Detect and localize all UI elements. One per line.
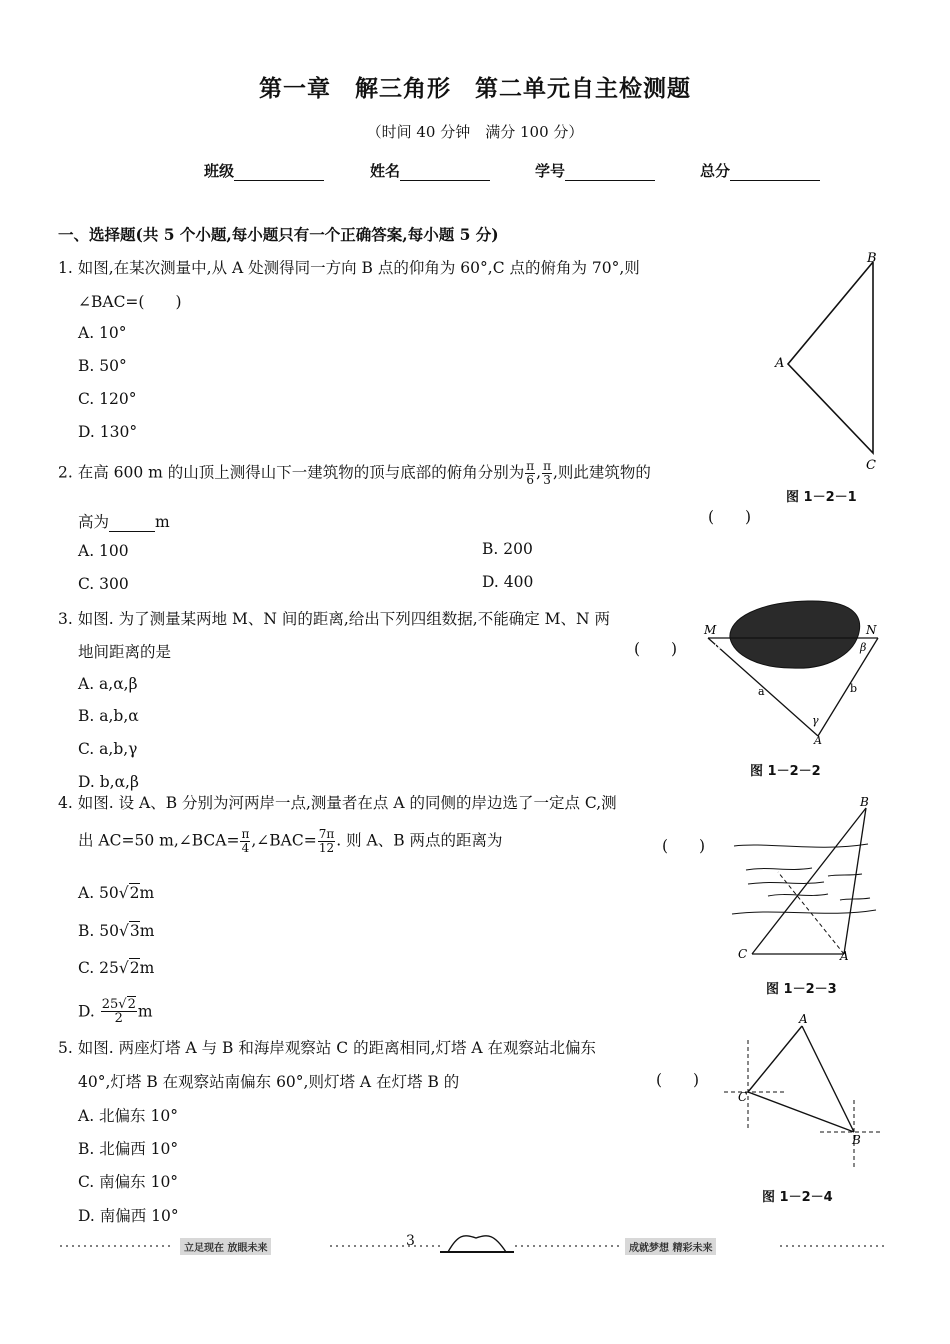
q4-fraction-7pi-12: $\frac{7\pi}{12}$ xyxy=(318,827,335,855)
page-title: 第一章 解三角形 第二单元自主检测题 xyxy=(259,75,691,102)
q4-stem-part-a: 出 AC=50 m,∠BCA= xyxy=(78,831,240,850)
fig2-label-beta: β xyxy=(860,641,867,654)
fig1-label-a: A xyxy=(775,356,785,371)
fig1-label-c: C xyxy=(866,458,876,473)
figure-1-2-1-caption: 图 1－2－1 xyxy=(786,490,857,505)
q3-option-d[interactable]: D. b,α,β xyxy=(78,773,139,791)
q1-stem-line1: 1. 如图,在某次测量中,从 A 处测得同一方向 B 点的仰角为 60°,C 点的俯角为 70°,则 xyxy=(58,259,640,277)
q2-height-label: 高为 xyxy=(78,513,110,531)
q3-stem-line1: 3. 如图. 为了测量某两地 M、N 间的距离,给出下列四组数据,不能确定 M、N 两 xyxy=(58,610,611,628)
fig2-label-n: N xyxy=(866,623,877,637)
q4-option-d[interactable]: D. $\frac{25√2}{2}$ m xyxy=(78,997,153,1026)
class-label: 班级 xyxy=(204,162,235,180)
open-book-icon xyxy=(448,1236,506,1252)
q3-answer-paren[interactable]: ( ) xyxy=(634,640,678,658)
total-score-label: 总分 xyxy=(700,162,731,180)
figure-1-2-2-caption: 图 1－2－2 xyxy=(750,764,821,779)
q1-option-a[interactable]: A. 10° xyxy=(78,324,127,342)
q3-option-b[interactable]: B. a,b,α xyxy=(78,707,139,725)
q5-option-a[interactable]: A. 北偏东 10° xyxy=(78,1107,178,1125)
q1-option-d[interactable]: D. 130° xyxy=(78,423,138,441)
q1-stem-line2: ∠BAC=( ) xyxy=(78,293,182,311)
q3-option-a[interactable]: A. a,α,β xyxy=(78,675,138,693)
total-score-field[interactable] xyxy=(700,160,820,181)
fig2-label-a-side: a xyxy=(758,685,765,698)
figure-1-2-4 xyxy=(720,1010,890,1175)
page-number: 3 xyxy=(406,1233,415,1249)
figure-1-2-2 xyxy=(700,596,890,746)
q1-option-b[interactable]: B. 50° xyxy=(78,357,127,375)
q2-unit: m xyxy=(155,513,170,531)
fig4-label-b: B xyxy=(852,1133,861,1147)
q4-option-b[interactable]: B. 50√3m xyxy=(78,922,155,940)
exam-time-info: （时间 40 分钟 满分 100 分） xyxy=(366,123,584,141)
q4-fraction-pi-4: $\frac{\pi}{4}$ xyxy=(241,827,250,855)
q2-stem-suffix: ,则此建筑物的 xyxy=(553,463,651,482)
q4-option-c[interactable]: C. 25√2m xyxy=(78,959,155,977)
fig4-label-c: C xyxy=(738,1090,748,1104)
fig3-label-b: B xyxy=(860,795,869,809)
student-id-label: 学号 xyxy=(535,162,566,180)
fig2-label-b-side: b xyxy=(850,682,858,695)
q3-stem-line2: 地间距离的是 xyxy=(78,643,172,661)
q2-answer-blank[interactable] xyxy=(109,517,155,532)
q3-option-c[interactable]: C. a,b,γ xyxy=(78,740,138,758)
footer-left-slogan: 立足现在 放眼未来 xyxy=(180,1238,271,1255)
student-id-field[interactable] xyxy=(535,160,655,181)
fig3-label-c: C xyxy=(738,947,748,961)
q5-answer-paren[interactable]: ( ) xyxy=(656,1071,700,1089)
name-label: 姓名 xyxy=(370,162,401,180)
q2-fraction-pi-3: $\frac{\pi}{3}$ xyxy=(543,459,551,487)
q2-stem-line1: 2. 在高 600 m 的山顶上测得山下一建筑物的顶与底部的俯角分别为 $\frac{\pi}{6}$ , $\frac{\pi}{3}$ ,则此建筑物的 xyxy=(58,459,651,487)
fig2-label-a-point: A xyxy=(814,734,822,746)
figure-1-2-4-caption: 图 1－2－4 xyxy=(762,1190,833,1205)
figure-1-2-3 xyxy=(728,792,883,962)
fig2-label-m: M xyxy=(704,623,717,637)
q5-option-c[interactable]: C. 南偏东 10° xyxy=(78,1173,179,1191)
q2-option-a[interactable]: A. 100 xyxy=(78,542,129,560)
class-field[interactable] xyxy=(204,160,324,181)
fig2-label-gamma: γ xyxy=(812,714,819,727)
q5-option-d[interactable]: D. 南偏西 10° xyxy=(78,1207,179,1225)
q4-stem-line1: 4. 如图. 设 A、B 分别为河两岸一点,测量者在点 A 的同侧的岸边选了一定点 C,测 xyxy=(58,794,617,812)
q4-stem-line2 xyxy=(78,828,503,855)
q2-stem-line2 xyxy=(78,510,170,532)
q5-stem-line2: 40°,灯塔 B 在观察站南偏东 60°,则灯塔 A 在灯塔 B 的 xyxy=(78,1073,460,1091)
q2-fraction-pi-6: $\frac{\pi}{6}$ xyxy=(526,459,535,487)
q4-stem-part-b: ,∠BAC= xyxy=(251,831,317,850)
q2-option-d[interactable]: D. 400 xyxy=(482,573,534,591)
q4-option-a[interactable]: A. 50√2m xyxy=(78,884,155,902)
figure-1-2-1 xyxy=(770,248,890,478)
q1-option-c[interactable]: C. 120° xyxy=(78,390,137,408)
q4-answer-paren[interactable]: ( ) xyxy=(662,837,706,855)
q2-option-c[interactable]: C. 300 xyxy=(78,575,129,593)
q4-stem-part-c: . 则 A、B 两点的距离为 xyxy=(336,831,503,850)
fig4-label-a: A xyxy=(799,1012,808,1026)
section-heading: 一、选择题(共 5 个小题,每小题只有一个正确答案,每小题 5 分) xyxy=(58,225,499,244)
fig3-label-a: A xyxy=(840,949,849,962)
figure-1-2-3-caption: 图 1－2－3 xyxy=(766,982,837,997)
q5-option-b[interactable]: B. 北偏西 10° xyxy=(78,1140,179,1158)
q2-option-b[interactable]: B. 200 xyxy=(482,540,533,558)
name-field[interactable] xyxy=(370,160,490,181)
q5-stem-line1: 5. 如图. 两座灯塔 A 与 B 和海岸观察站 C 的距离相同,灯塔 A 在观察站北偏东 xyxy=(58,1039,597,1057)
footer-right-slogan: 成就梦想 精彩未来 xyxy=(625,1238,716,1255)
fig2-label-alpha: α xyxy=(714,639,722,652)
q2-answer-paren[interactable]: ( ) xyxy=(708,508,752,526)
fig1-label-b: B xyxy=(867,251,877,266)
q2-stem-prefix: 2. 在高 600 m 的山顶上测得山下一建筑物的顶与底部的俯角分别为 xyxy=(58,463,525,482)
